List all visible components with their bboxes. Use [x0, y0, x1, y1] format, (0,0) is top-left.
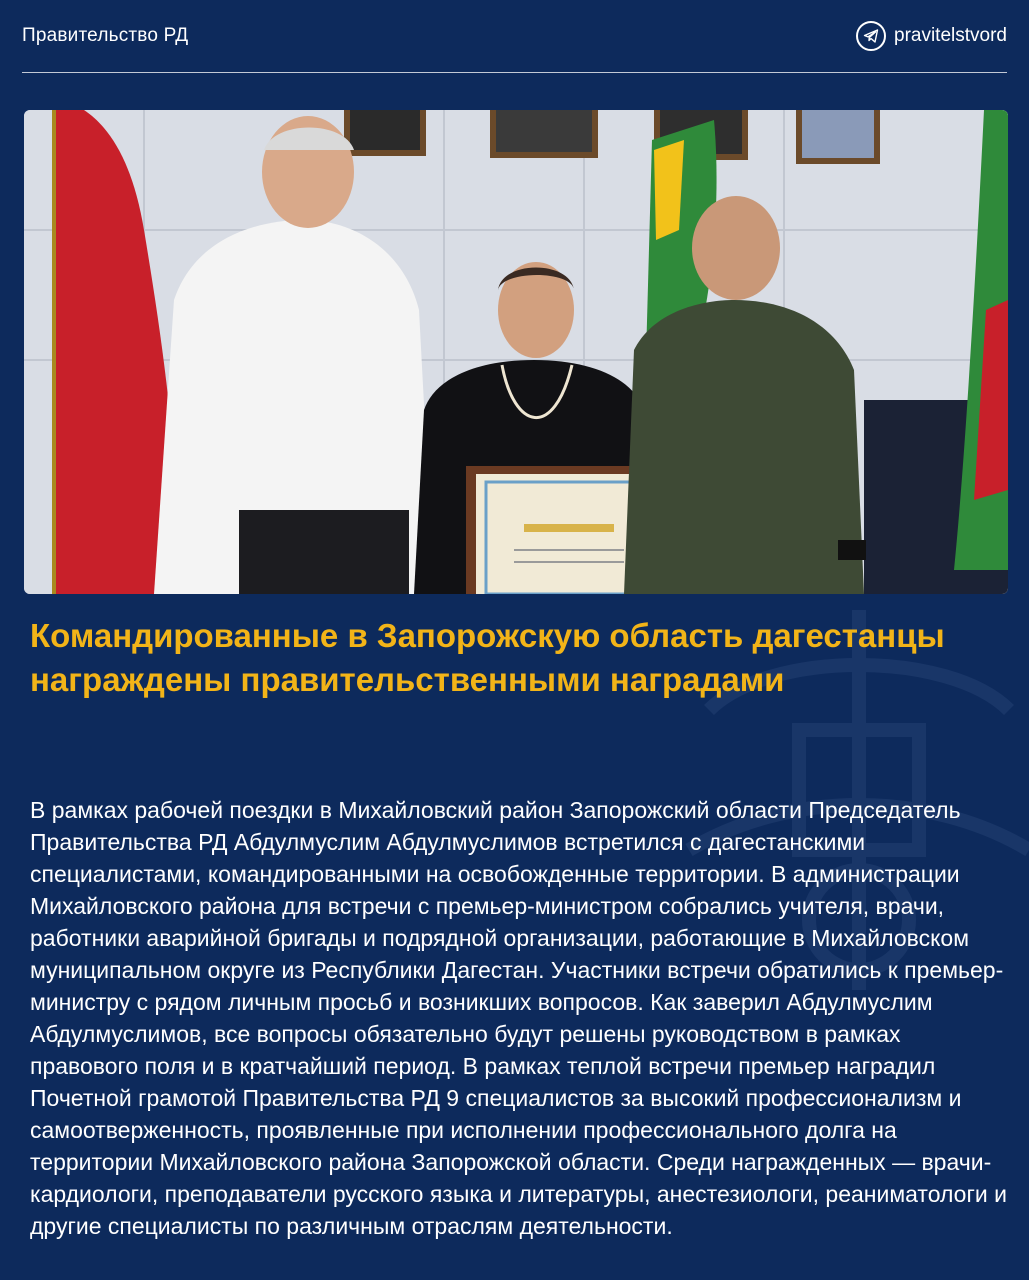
channel-name: pravitelstvord	[894, 25, 1007, 46]
brand-label: Правительство РД	[22, 25, 189, 46]
news-photo	[24, 110, 1008, 594]
article-body: В рамках рабочей поездки в Михайловский район Запорожский области Председатель Правительства РД Абдулмуслим Абдулмуслимов встретился с дагестанскими специалистами, командированными на освобожденные территории. В администрации Михайловского района для встречи с премьер-министром собрались учителя, врачи, работники аварийной бригады и подрядной организации, работающие в Михайловском муниципальном округе из Республики Дагестан. Участники встречи обратились к премьер-министру с рядом личным просьб и возникших вопросов. Как заверил Абдулмуслим Абдулмуслимов, все вопросы обязательно будут решены руководством в рамках правового поля и в кратчайший период. В рамках теплой встречи премьер наградил Почетной грамотой Правительства РД 9 специалистов за высокий профессионализм и самоотверженность, проявленные при исполнении профессионального долга на территории Михайловского района Запорожской области. Среди награжденных — врачи-кардиологи, преподаватели русского языка и литературы, анестезиологи, реаниматологи и другие специалисты по различным отраслям деятельности.	[30, 797, 1007, 1239]
channel-link[interactable]	[856, 21, 1007, 51]
article-title: Командированные в Запорожскую область дагестанцы награждены правительственными наградами	[30, 617, 945, 698]
header	[22, 0, 1007, 73]
telegram-icon	[856, 21, 886, 51]
